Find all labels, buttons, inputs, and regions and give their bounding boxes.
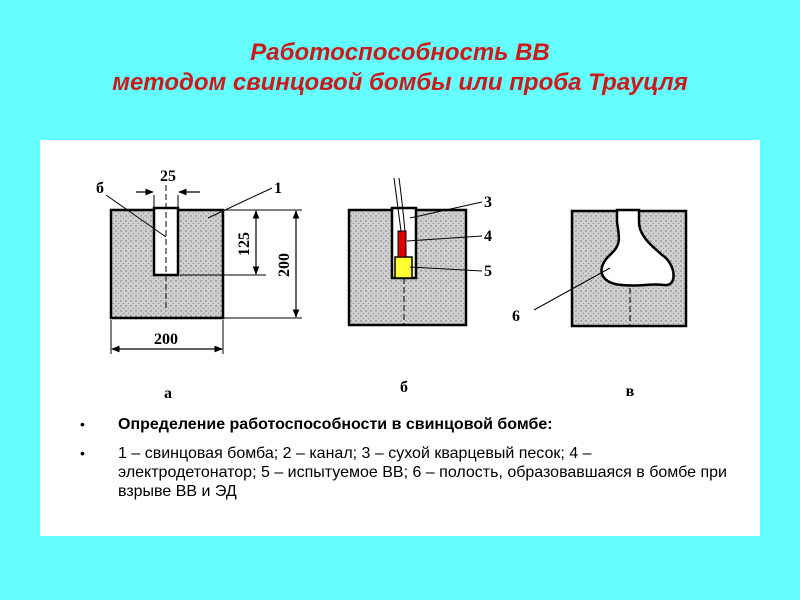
figure-c (512, 210, 686, 400)
caption-b: б (400, 379, 408, 396)
label-bomb: 1 (274, 180, 282, 197)
label-cavity: 6 (512, 308, 520, 325)
label-explosive: 5 (484, 263, 492, 280)
electrodetonator (398, 231, 406, 257)
figure-a (96, 168, 302, 402)
caption-a: а (164, 385, 172, 402)
figure-b (349, 178, 492, 396)
dim-width: 200 (154, 331, 178, 348)
bullet-dot-icon: • (80, 416, 85, 432)
legend-list (80, 415, 730, 501)
label-channel-a: б (96, 180, 104, 197)
caption-c: в (625, 383, 635, 400)
slide-title (0, 38, 800, 98)
legend-heading: Определение работоспособности в свинцовой бомбе: (118, 416, 553, 433)
dim-channel-width: 25 (160, 168, 176, 185)
dim-channel-depth: 125 (236, 232, 253, 256)
title-line-2: методом свинцовой бомбы или проба Трауцля (112, 69, 688, 96)
dim-height: 200 (276, 253, 293, 277)
title-line-1: Работоспособность ВВ (250, 39, 550, 66)
content-panel (40, 140, 760, 536)
label-sand: 3 (484, 194, 492, 211)
bullet-dot-icon: • (80, 445, 85, 461)
legend-description: 1 – свинцовая бомба; 2 – канал; 3 – сухой кварцевый песок; 4 – электродетонатор; 5 – испытуемое ВВ; 6 – полость, образовавшаяся в бомбе при взрыве ВВ и ЭД (118, 445, 727, 500)
list-item (80, 415, 730, 434)
trauzl-diagram (40, 140, 760, 410)
explosive-charge (395, 257, 412, 278)
label-detonator: 4 (484, 228, 492, 245)
list-item (80, 444, 730, 501)
